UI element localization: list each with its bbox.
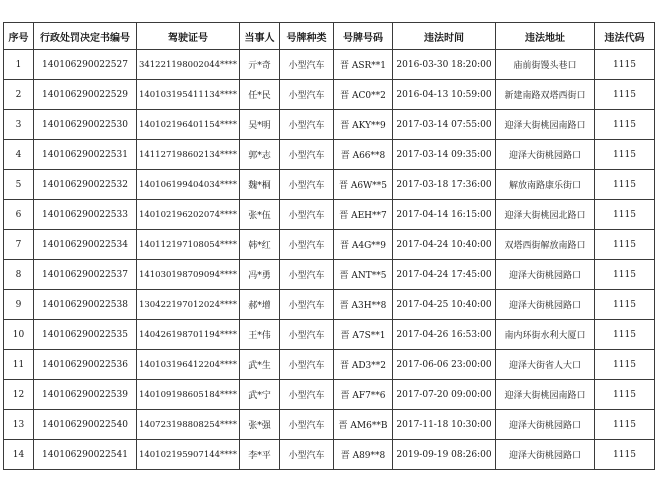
table-row <box>4 230 655 260</box>
header-violation-code: 违法代码 <box>595 23 655 50</box>
cell-license-number: 140723198808254**** <box>137 410 240 440</box>
cell-index: 6 <box>4 200 34 230</box>
cell-index: 14 <box>4 440 34 470</box>
cell-index: 8 <box>4 260 34 290</box>
cell-plate-number: 晋 AEH**7 <box>334 200 393 230</box>
cell-plate-type: 小型汽车 <box>280 440 334 470</box>
header-plate-number: 号牌号码 <box>334 23 393 50</box>
cell-decision-number: 140106290022537 <box>34 260 137 290</box>
cell-party: 武*宁 <box>240 380 280 410</box>
cell-violation-address: 迎泽大街桃园路口 <box>496 410 595 440</box>
cell-decision-number: 140106290022534 <box>34 230 137 260</box>
cell-plate-type: 小型汽车 <box>280 260 334 290</box>
cell-plate-number: 晋 AM6**B <box>334 410 393 440</box>
cell-violation-time: 2017-04-26 16:53:00 <box>393 320 496 350</box>
cell-violation-time: 2016-04-13 10:59:00 <box>393 80 496 110</box>
table-row <box>4 320 655 350</box>
table-row <box>4 170 655 200</box>
cell-violation-time: 2017-04-24 10:40:00 <box>393 230 496 260</box>
cell-plate-number: 晋 A6W**5 <box>334 170 393 200</box>
cell-license-number: 140102196202074**** <box>137 200 240 230</box>
cell-violation-code: 1115 <box>595 260 655 290</box>
cell-plate-type: 小型汽车 <box>280 410 334 440</box>
cell-plate-number: 晋 A4G**9 <box>334 230 393 260</box>
cell-violation-code: 1115 <box>595 320 655 350</box>
cell-index: 3 <box>4 110 34 140</box>
cell-plate-number: 晋 A66**8 <box>334 140 393 170</box>
header-decision-number: 行政处罚决定书编号 <box>34 23 137 50</box>
cell-party: 冯*勇 <box>240 260 280 290</box>
cell-plate-type: 小型汽车 <box>280 320 334 350</box>
cell-violation-time: 2016-03-30 18:20:00 <box>393 50 496 80</box>
cell-party: 王*伟 <box>240 320 280 350</box>
cell-license-number: 140426198701194**** <box>137 320 240 350</box>
cell-decision-number: 140106290022539 <box>34 380 137 410</box>
cell-index: 12 <box>4 380 34 410</box>
cell-violation-address: 迎泽大街桃园路口 <box>496 260 595 290</box>
cell-decision-number: 140106290022536 <box>34 350 137 380</box>
cell-violation-code: 1115 <box>595 440 655 470</box>
cell-violation-time: 2017-04-24 17:45:00 <box>393 260 496 290</box>
cell-license-number: 140103196412204**** <box>137 350 240 380</box>
cell-license-number: 140106199404034**** <box>137 170 240 200</box>
cell-plate-number: 晋 AC0**2 <box>334 80 393 110</box>
cell-plate-type: 小型汽车 <box>280 350 334 380</box>
cell-decision-number: 140106290022540 <box>34 410 137 440</box>
cell-decision-number: 140106290022535 <box>34 320 137 350</box>
table-row <box>4 110 655 140</box>
cell-plate-number: 晋 A89**8 <box>334 440 393 470</box>
cell-violation-code: 1115 <box>595 110 655 140</box>
cell-index: 7 <box>4 230 34 260</box>
cell-party: 韩*红 <box>240 230 280 260</box>
cell-violation-code: 1115 <box>595 350 655 380</box>
table-row <box>4 290 655 320</box>
header-violation-time: 违法时间 <box>393 23 496 50</box>
cell-violation-code: 1115 <box>595 410 655 440</box>
table-row <box>4 440 655 470</box>
cell-license-number: 141030198709094**** <box>137 260 240 290</box>
cell-decision-number: 140106290022530 <box>34 110 137 140</box>
table-row <box>4 140 655 170</box>
cell-decision-number: 140106290022527 <box>34 50 137 80</box>
table-row <box>4 50 655 80</box>
cell-party: 魏*桐 <box>240 170 280 200</box>
cell-plate-type: 小型汽车 <box>280 110 334 140</box>
cell-index: 4 <box>4 140 34 170</box>
cell-violation-time: 2017-03-14 09:35:00 <box>393 140 496 170</box>
cell-plate-type: 小型汽车 <box>280 290 334 320</box>
table-row <box>4 200 655 230</box>
cell-party: 亓*奇 <box>240 50 280 80</box>
header-party: 当事人 <box>240 23 280 50</box>
cell-index: 1 <box>4 50 34 80</box>
cell-violation-code: 1115 <box>595 290 655 320</box>
cell-plate-number: 晋 ANT**5 <box>334 260 393 290</box>
cell-decision-number: 140106290022531 <box>34 140 137 170</box>
cell-violation-time: 2017-04-25 10:40:00 <box>393 290 496 320</box>
cell-violation-address: 迎泽大街桃园南路口 <box>496 380 595 410</box>
cell-violation-address: 迎泽大街桃园北路口 <box>496 200 595 230</box>
cell-plate-type: 小型汽车 <box>280 170 334 200</box>
cell-violation-code: 1115 <box>595 140 655 170</box>
cell-index: 5 <box>4 170 34 200</box>
cell-license-number: 140102196401154**** <box>137 110 240 140</box>
cell-index: 11 <box>4 350 34 380</box>
cell-index: 9 <box>4 290 34 320</box>
cell-violation-address: 双塔西街解放南路口 <box>496 230 595 260</box>
table-row <box>4 350 655 380</box>
table-row <box>4 80 655 110</box>
cell-plate-number: 晋 ASR**1 <box>334 50 393 80</box>
cell-violation-code: 1115 <box>595 380 655 410</box>
cell-license-number: 140109198605184**** <box>137 380 240 410</box>
cell-violation-time: 2019-09-19 08:26:00 <box>393 440 496 470</box>
cell-decision-number: 140106290022538 <box>34 290 137 320</box>
cell-plate-type: 小型汽车 <box>280 50 334 80</box>
cell-decision-number: 140106290022529 <box>34 80 137 110</box>
cell-index: 2 <box>4 80 34 110</box>
cell-violation-address: 迎泽大街省人大口 <box>496 350 595 380</box>
table-row <box>4 410 655 440</box>
header-plate-type: 号牌种类 <box>280 23 334 50</box>
cell-violation-address: 迎泽大街桃园路口 <box>496 290 595 320</box>
cell-violation-address: 迎泽大街桃园路口 <box>496 440 595 470</box>
cell-license-number: 130422197012024**** <box>137 290 240 320</box>
cell-violation-address: 迎泽大街桃园路口 <box>496 140 595 170</box>
cell-violation-address: 迎泽大街桃园南路口 <box>496 110 595 140</box>
table-row <box>4 260 655 290</box>
cell-plate-type: 小型汽车 <box>280 230 334 260</box>
cell-party: 李*平 <box>240 440 280 470</box>
table-body <box>4 50 655 470</box>
cell-license-number: 140103195411134**** <box>137 80 240 110</box>
cell-index: 13 <box>4 410 34 440</box>
cell-violation-time: 2017-03-14 07:55:00 <box>393 110 496 140</box>
cell-plate-type: 小型汽车 <box>280 380 334 410</box>
cell-violation-address: 解放南路康乐街口 <box>496 170 595 200</box>
cell-violation-time: 2017-03-18 17:36:00 <box>393 170 496 200</box>
cell-plate-type: 小型汽车 <box>280 140 334 170</box>
cell-violation-code: 1115 <box>595 230 655 260</box>
cell-violation-time: 2017-11-18 10:30:00 <box>393 410 496 440</box>
cell-violation-time: 2017-06-06 23:00:00 <box>393 350 496 380</box>
cell-violation-time: 2017-07-20 09:00:00 <box>393 380 496 410</box>
cell-decision-number: 140106290022533 <box>34 200 137 230</box>
cell-license-number: 140102195907144**** <box>137 440 240 470</box>
cell-violation-address: 新建南路双塔西街口 <box>496 80 595 110</box>
cell-party: 张*伍 <box>240 200 280 230</box>
cell-violation-code: 1115 <box>595 170 655 200</box>
header-license-number: 驾驶证号 <box>137 23 240 50</box>
header-index: 序号 <box>4 23 34 50</box>
cell-party: 吴*明 <box>240 110 280 140</box>
cell-violation-code: 1115 <box>595 200 655 230</box>
cell-violation-code: 1115 <box>595 50 655 80</box>
cell-license-number: 341221198002044**** <box>137 50 240 80</box>
cell-party: 张*强 <box>240 410 280 440</box>
cell-plate-type: 小型汽车 <box>280 80 334 110</box>
cell-plate-number: 晋 AKY**9 <box>334 110 393 140</box>
cell-violation-address: 南内环街水利大厦口 <box>496 320 595 350</box>
cell-party: 任*民 <box>240 80 280 110</box>
cell-plate-type: 小型汽车 <box>280 200 334 230</box>
cell-party: 武*生 <box>240 350 280 380</box>
cell-plate-number: 晋 A7S**1 <box>334 320 393 350</box>
cell-plate-number: 晋 A3H**8 <box>334 290 393 320</box>
cell-violation-address: 庙前街馒头巷口 <box>496 50 595 80</box>
cell-party: 郭*志 <box>240 140 280 170</box>
header-violation-address: 违法地址 <box>496 23 595 50</box>
cell-index: 10 <box>4 320 34 350</box>
cell-decision-number: 140106290022541 <box>34 440 137 470</box>
cell-license-number: 141127198602134**** <box>137 140 240 170</box>
cell-decision-number: 140106290022532 <box>34 170 137 200</box>
table-row <box>4 380 655 410</box>
cell-plate-number: 晋 AF7**6 <box>334 380 393 410</box>
cell-violation-code: 1115 <box>595 80 655 110</box>
cell-license-number: 140112197108054**** <box>137 230 240 260</box>
violations-table <box>3 22 655 470</box>
table-header <box>4 23 655 50</box>
cell-plate-number: 晋 AD3**2 <box>334 350 393 380</box>
cell-party: 郝*增 <box>240 290 280 320</box>
cell-violation-time: 2017-04-14 16:15:00 <box>393 200 496 230</box>
header-row <box>4 23 655 50</box>
